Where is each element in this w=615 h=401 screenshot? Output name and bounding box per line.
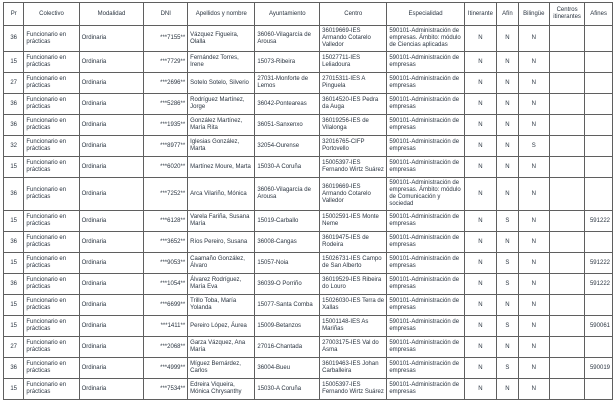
cell-ayuntamiento: 36060-Vilagarcía de Arousa [255,178,320,211]
cell-apellidos-y-nombre: Vázquez Figueira, Olalla [188,26,255,52]
cell-modalidad: Ordinaria [79,136,144,157]
cell-especialidad: 590101-Administración de empresas [387,157,464,178]
cell-bilingue: N [518,52,549,73]
cell-centros-itinerantes [549,232,584,253]
cell-itinerante: N [464,94,496,115]
cell-afin: S [497,316,519,337]
cell-apellidos-y-nombre: Sotelo Sotelo, Silverio [188,73,255,94]
table-row [4,52,613,73]
cell-afin: S [497,211,519,232]
cell-bilingue: N [518,94,549,115]
cell-afines: 591222 [585,274,613,295]
cell-especialidad: 590101-Administración de empresas [387,379,464,400]
cell-centro: 36019669-IES Armando Cotarelo Valledor [320,178,387,211]
cell-modalidad: Ordinaria [79,94,144,115]
cell-modalidad: Ordinaria [79,211,144,232]
column-header-bilingue: Bilingüe [518,3,549,26]
cell-itinerante: N [464,26,496,52]
cell-centro: 36014520-IES Pedra da Auga [320,94,387,115]
column-header-apellidos-y-nombre: Apellidos y nombre [188,3,255,26]
cell-ayuntamiento: 15030-A Coruña [255,379,320,400]
cell-centro: 36019256-IES de Vilalonga [320,115,387,136]
cell-itinerante: N [464,211,496,232]
table-row [4,178,613,211]
cell-afin: N [497,232,519,253]
table-row [4,358,613,379]
cell-pr: 15 [4,211,24,232]
cell-especialidad: 590101-Administración de empresas. Ámbito: módulo de Comunicación y sociedad [387,178,464,211]
cell-afin: N [497,295,519,316]
cell-pr: 36 [4,94,24,115]
cell-especialidad: 590101-Administración de empresas [387,211,464,232]
cell-ayuntamiento: 36060-Vilagarcía de Arousa [255,26,320,52]
table-row [4,26,613,52]
cell-apellidos-y-nombre: Martínez Moure, Marta [188,157,255,178]
cell-apellidos-y-nombre: Varela Fariña, Susana María [188,211,255,232]
table-row [4,157,613,178]
cell-apellidos-y-nombre: Garza Vázquez, Ana María [188,337,255,358]
cell-bilingue: N [518,274,549,295]
cell-pr: 15 [4,253,24,274]
cell-centro: 27015311-IES A Pinguela [320,73,387,94]
cell-afines [585,136,613,157]
cell-pr: 27 [4,73,24,94]
cell-ayuntamiento: 32054-Ourense [255,136,320,157]
cell-especialidad: 590101-Administración de empresas [387,253,464,274]
cell-dni: ***6128** [144,211,188,232]
cell-bilingue: N [518,295,549,316]
cell-centros-itinerantes [549,358,584,379]
column-header-itinerante: Itinerante [464,3,496,26]
cell-modalidad: Ordinaria [79,274,144,295]
cell-apellidos-y-nombre: Caamaño González, Álvaro [188,253,255,274]
cell-afines [585,94,613,115]
cell-dni: ***1054** [144,274,188,295]
cell-especialidad: 590101-Administración de empresas. Ámbito: módulo de Ciencias aplicadas [387,26,464,52]
cell-afines [585,157,613,178]
cell-pr: 36 [4,274,24,295]
cell-itinerante: N [464,274,496,295]
cell-modalidad: Ordinaria [79,157,144,178]
column-header-pr: Pr [4,3,24,26]
cell-dni: ***9053** [144,253,188,274]
table-row [4,211,613,232]
cell-modalidad: Ordinaria [79,52,144,73]
cell-apellidos-y-nombre: Fernández Torres, Irene [188,52,255,73]
cell-centros-itinerantes [549,337,584,358]
cell-pr: 32 [4,136,24,157]
cell-especialidad: 590101-Administración de empresas [387,115,464,136]
column-header-especialidad: Especialidad [387,3,464,26]
cell-apellidos-y-nombre: Álvarez Rodríguez, María Eva [188,274,255,295]
cell-afin: N [497,136,519,157]
cell-centros-itinerantes [549,136,584,157]
column-header-modalidad: Modalidad [79,3,144,26]
cell-centro: 36019463-IES Johan Carballeira [320,358,387,379]
cell-afines: 590019 [585,358,613,379]
cell-especialidad: 590101-Administración de empresas [387,316,464,337]
cell-modalidad: Ordinaria [79,253,144,274]
cell-colectivo: Funcionario en prácticas [24,178,79,211]
cell-afin: N [497,52,519,73]
table-row [4,295,613,316]
cell-afin: N [497,26,519,52]
cell-centro: 15026030-IES Terra de Xallas [320,295,387,316]
cell-itinerante: N [464,136,496,157]
cell-pr: 36 [4,115,24,136]
cell-dni: ***7155** [144,26,188,52]
cell-pr: 15 [4,157,24,178]
cell-centro: 15027711-IES Leliadoura [320,52,387,73]
cell-itinerante: N [464,52,496,73]
cell-afin: N [497,337,519,358]
cell-pr: 15 [4,52,24,73]
cell-centros-itinerantes [549,274,584,295]
cell-afin: N [497,379,519,400]
cell-dni: ***1411** [144,316,188,337]
cell-colectivo: Funcionario en prácticas [24,94,79,115]
cell-centros-itinerantes [549,253,584,274]
cell-afin: N [497,178,519,211]
cell-ayuntamiento: 36008-Cangas [255,232,320,253]
cell-modalidad: Ordinaria [79,337,144,358]
cell-afines [585,178,613,211]
table-row [4,115,613,136]
cell-especialidad: 590101-Administración de empresas [387,94,464,115]
cell-especialidad: 590101-Administración de empresas [387,358,464,379]
cell-colectivo: Funcionario en prácticas [24,115,79,136]
cell-ayuntamiento: 36042-Ponteareas [255,94,320,115]
cell-afin: N [497,115,519,136]
cell-bilingue: N [518,73,549,94]
cell-colectivo: Funcionario en prácticas [24,136,79,157]
cell-dni: ***6020** [144,157,188,178]
cell-colectivo: Funcionario en prácticas [24,253,79,274]
cell-bilingue: N [518,211,549,232]
cell-ayuntamiento: 15073-Ribeira [255,52,320,73]
cell-especialidad: 590101-Administración de empresas [387,274,464,295]
cell-dni: ***6699** [144,295,188,316]
cell-pr: 15 [4,295,24,316]
cell-especialidad: 590101-Administración de empresas [387,52,464,73]
cell-ayuntamiento: 15009-Betanzos [255,316,320,337]
cell-afin: N [497,73,519,94]
cell-dni: ***2068** [144,337,188,358]
table-row [4,73,613,94]
cell-afin: N [497,94,519,115]
cell-apellidos-y-nombre: Edreira Viqueira, Mónica Chrysanthy [188,379,255,400]
cell-centro: 15005397-IES Fernando Wirtz Suárez [320,379,387,400]
cell-afin: S [497,253,519,274]
cell-ayuntamiento: 27016-Chantada [255,337,320,358]
cell-colectivo: Funcionario en prácticas [24,232,79,253]
cell-apellidos-y-nombre: Iglesias González, Marta [188,136,255,157]
cell-centro: 15026731-IES Campo de San Alberto [320,253,387,274]
cell-centros-itinerantes [549,316,584,337]
cell-itinerante: N [464,115,496,136]
cell-ayuntamiento: 36039-O Porriño [255,274,320,295]
cell-afin: S [497,358,519,379]
cell-afines [585,73,613,94]
cell-colectivo: Funcionario en prácticas [24,211,79,232]
cell-centro: 15005397-IES Fernando Wirtz Suárez [320,157,387,178]
cell-bilingue: N [518,115,549,136]
cell-centro: 36019669-IES Armando Cotarelo Valledor [320,26,387,52]
cell-centros-itinerantes [549,178,584,211]
cell-especialidad: 590101-Administración de empresas [387,295,464,316]
cell-afines [585,26,613,52]
cell-especialidad: 590101-Administración de empresas [387,232,464,253]
cell-apellidos-y-nombre: Míguez Bernárdez, Carlos [188,358,255,379]
cell-bilingue: S [518,136,549,157]
cell-centro: 36019529-IES Ribeira do Louro [320,274,387,295]
column-header-dni: DNI [144,3,188,26]
cell-itinerante: N [464,253,496,274]
cell-modalidad: Ordinaria [79,358,144,379]
cell-afines: 591222 [585,253,613,274]
cell-pr: 15 [4,316,24,337]
cell-ayuntamiento: 36051-Sanxenxo [255,115,320,136]
cell-colectivo: Funcionario en prácticas [24,73,79,94]
cell-especialidad: 590101-Administración de empresas [387,337,464,358]
cell-itinerante: N [464,232,496,253]
cell-itinerante: N [464,178,496,211]
cell-itinerante: N [464,157,496,178]
cell-bilingue: N [518,379,549,400]
cell-afines: 591222 [585,211,613,232]
cell-dni: ***5286** [144,94,188,115]
column-header-afines: Afines [585,3,613,26]
cell-colectivo: Funcionario en prácticas [24,26,79,52]
cell-bilingue: N [518,358,549,379]
cell-afin: S [497,274,519,295]
cell-afines [585,52,613,73]
cell-bilingue: N [518,253,549,274]
cell-afines: 590061 [585,316,613,337]
table-row [4,136,613,157]
cell-pr: 36 [4,178,24,211]
cell-afin: N [497,157,519,178]
cell-apellidos-y-nombre: Arca Vilariño, Mónica [188,178,255,211]
cell-colectivo: Funcionario en prácticas [24,358,79,379]
cell-centros-itinerantes [549,115,584,136]
cell-centros-itinerantes [549,295,584,316]
cell-colectivo: Funcionario en prácticas [24,157,79,178]
cell-pr: 36 [4,232,24,253]
cell-pr: 15 [4,379,24,400]
cell-modalidad: Ordinaria [79,295,144,316]
cell-modalidad: Ordinaria [79,379,144,400]
column-header-colectivo: Colectivo [24,3,79,26]
cell-apellidos-y-nombre: Pereiro López, Áurea [188,316,255,337]
cell-colectivo: Funcionario en prácticas [24,379,79,400]
cell-itinerante: N [464,358,496,379]
cell-bilingue: N [518,157,549,178]
table-row [4,94,613,115]
cell-pr: 36 [4,358,24,379]
cell-apellidos-y-nombre: Rodríguez Martínez, Jorge [188,94,255,115]
cell-especialidad: 590101-Administración de empresas [387,73,464,94]
table-body [4,26,613,400]
cell-centro: 32016765-CIFP Portovello [320,136,387,157]
cell-colectivo: Funcionario en prácticas [24,274,79,295]
cell-apellidos-y-nombre: Ríos Pereiro, Susana [188,232,255,253]
table-row [4,316,613,337]
cell-dni: ***8977** [144,136,188,157]
cell-pr: 27 [4,337,24,358]
cell-itinerante: N [464,316,496,337]
cell-centros-itinerantes [549,52,584,73]
cell-especialidad: 590101-Administración de empresas [387,136,464,157]
cell-bilingue: N [518,232,549,253]
cell-bilingue: N [518,316,549,337]
table-row [4,253,613,274]
table-row [4,274,613,295]
cell-centros-itinerantes [549,211,584,232]
cell-modalidad: Ordinaria [79,232,144,253]
cell-modalidad: Ordinaria [79,73,144,94]
table-row [4,337,613,358]
column-header-centros-itinerantes: Centros itinerantes [549,3,584,26]
cell-apellidos-y-nombre: González Martínez, María Rita [188,115,255,136]
table-row [4,232,613,253]
cell-ayuntamiento: 15057-Noia [255,253,320,274]
cell-itinerante: N [464,379,496,400]
cell-bilingue: N [518,178,549,211]
cell-modalidad: Ordinaria [79,178,144,211]
cell-ayuntamiento: 15077-Santa Comba [255,295,320,316]
cell-centros-itinerantes [549,94,584,115]
cell-ayuntamiento: 36004-Bueu [255,358,320,379]
cell-afines [585,379,613,400]
cell-itinerante: N [464,73,496,94]
cell-bilingue: N [518,26,549,52]
cell-centro: 15001148-IES As Mariñas [320,316,387,337]
cell-dni: ***7252** [144,178,188,211]
table-header [4,3,613,26]
assignments-table [3,2,613,400]
table-header-row [4,3,613,26]
cell-colectivo: Funcionario en prácticas [24,316,79,337]
cell-bilingue: N [518,337,549,358]
table-row [4,379,613,400]
cell-colectivo: Funcionario en prácticas [24,337,79,358]
cell-centros-itinerantes [549,73,584,94]
cell-centros-itinerantes [549,379,584,400]
cell-colectivo: Funcionario en prácticas [24,295,79,316]
column-header-centro: Centro [320,3,387,26]
cell-afines [585,115,613,136]
cell-ayuntamiento: 15030-A Coruña [255,157,320,178]
cell-dni: ***4999** [144,358,188,379]
cell-dni: ***7729** [144,52,188,73]
cell-ayuntamiento: 27031-Monforte de Lemos [255,73,320,94]
cell-dni: ***2696** [144,73,188,94]
column-header-afin: Afín [497,3,519,26]
cell-apellidos-y-nombre: Trillo Toba, María Yolanda [188,295,255,316]
cell-centro: 15002591-IES Monte Neme [320,211,387,232]
cell-centros-itinerantes [549,157,584,178]
cell-itinerante: N [464,295,496,316]
cell-afines [585,232,613,253]
cell-pr: 36 [4,26,24,52]
cell-dni: ***1935** [144,115,188,136]
cell-itinerante: N [464,337,496,358]
cell-dni: ***7534** [144,379,188,400]
column-header-ayuntamiento: Ayuntamiento [255,3,320,26]
cell-ayuntamiento: 15019-Carballo [255,211,320,232]
cell-modalidad: Ordinaria [79,316,144,337]
cell-afines [585,295,613,316]
cell-centro: 36019475-IES de Rodeira [320,232,387,253]
cell-modalidad: Ordinaria [79,115,144,136]
cell-dni: ***3652** [144,232,188,253]
cell-centros-itinerantes [549,26,584,52]
cell-colectivo: Funcionario en prácticas [24,52,79,73]
cell-afines [585,337,613,358]
cell-modalidad: Ordinaria [79,26,144,52]
cell-centro: 27003175-IES Val do Asma [320,337,387,358]
